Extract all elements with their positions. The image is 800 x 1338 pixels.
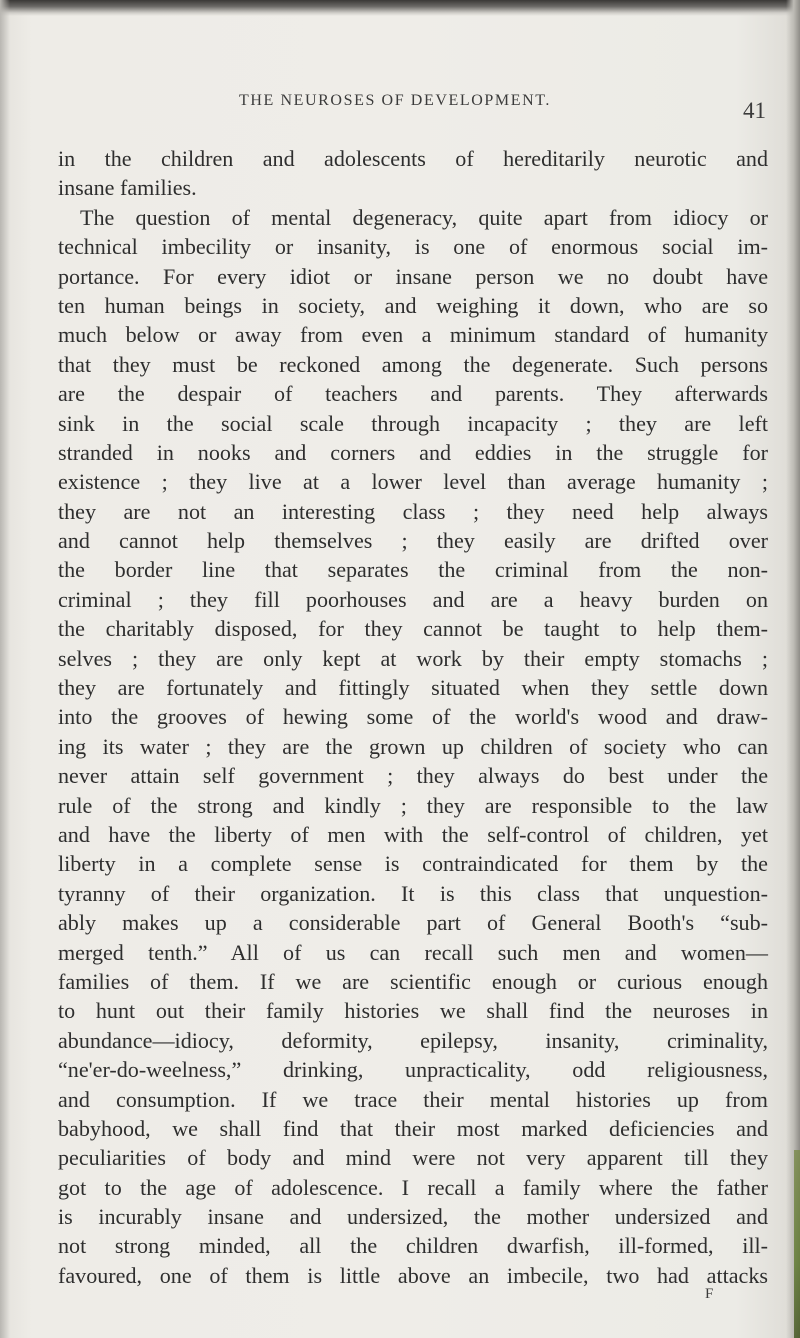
text-line: much below or away from even a minimum standard of humanity	[58, 322, 768, 348]
text-line: stranded in nooks and corners and eddies in the struggle for	[58, 439, 768, 465]
text-line: the border line that separates the criminal from the non-	[58, 557, 768, 583]
running-title: THE NEUROSES OF DEVELOPMENT.	[238, 92, 552, 109]
text-line: to hunt out their family histories we shall find the neuroses in	[58, 998, 768, 1024]
text-line: and consumption. If we trace their mental histories up from	[58, 1086, 768, 1112]
text-line: abundance—idiocy, deformity, epilepsy, insanity, criminality,	[58, 1027, 768, 1053]
text-line: portance. For every idiot or insane person we no doubt have	[58, 263, 768, 289]
text-line: rule of the strong and kindly ; they are responsible to the law	[58, 792, 768, 818]
text-line: and have the liberty of men with the self-control of children, yet	[58, 821, 768, 847]
text-line: ably makes up a considerable part of General Booth's “sub-	[58, 910, 768, 936]
text-line: ing its water ; they are the grown up children of society who can	[58, 733, 768, 759]
text-line: the charitably disposed, for they cannot be taught to help them-	[58, 616, 768, 642]
text-line: insane families.	[58, 175, 197, 201]
signature-mark: F	[705, 1286, 714, 1302]
text-line: never attain self government ; they always do best under the	[58, 763, 768, 789]
text-line: they are fortunately and fittingly situated when they settle down	[58, 675, 768, 701]
page-right-edge	[786, 0, 800, 1338]
page-left-shadow	[0, 0, 10, 1338]
text-line: existence ; they live at a lower level than average humanity ;	[58, 469, 768, 495]
text-line: tyranny of their organization. It is this class that unquestion-	[58, 880, 768, 906]
page-number: 41	[743, 98, 766, 123]
text-line: criminal ; they fill poorhouses and are a heavy burden on	[58, 586, 768, 612]
text-line: not strong minded, all the children dwarfish, ill-formed, ill-	[58, 1233, 768, 1259]
text-line: got to the age of adolescence. I recall a family where the father	[58, 1174, 768, 1200]
text-line: technical imbecility or insanity, is one of enormous social im-	[58, 234, 768, 260]
text-line: babyhood, we shall find that their most marked deficiencies and	[58, 1115, 768, 1141]
text-line: liberty in a complete sense is contraindicated for them by the	[58, 851, 768, 877]
text-line: families of them. If we are scientific enough or curious enough	[58, 968, 768, 994]
text-line: ten human beings in society, and weighing it down, who are so	[58, 292, 768, 318]
text-line: into the grooves of hewing some of the world's wood and draw-	[58, 704, 768, 730]
page-edge-stain	[794, 1150, 800, 1338]
text-line: in the children and adolescents of hereditarily neurotic and	[58, 146, 768, 171]
page-top-shadow	[0, 0, 800, 16]
text-line: peculiarities of body and mind were not very apparent till they	[58, 1145, 768, 1171]
text-line: and cannot help themselves ; they easily are drifted over	[58, 528, 768, 554]
text-line: that they must be reckoned among the degenerate. Such persons	[58, 351, 768, 377]
text-line: The question of mental degeneracy, quite apart from idiocy or	[80, 204, 768, 230]
text-line: they are not an interesting class ; they need help always	[58, 498, 768, 524]
text-line: merged tenth.” All of us can recall such men and women—	[58, 939, 768, 965]
text-line: “ne'er-do-weelness,” drinking, unpracticality, odd religiousness,	[58, 1057, 768, 1083]
text-line: sink in the social scale through incapacity ; they are left	[58, 410, 768, 436]
text-line: selves ; they are only kept at work by their empty stomachs ;	[58, 645, 768, 671]
text-line: are the despair of teachers and parents. They afterwards	[58, 381, 768, 407]
text-line: favoured, one of them is little above an imbecile, two had attacks	[58, 1262, 768, 1288]
body-text	[58, 144, 768, 1290]
text-line: is incurably insane and undersized, the mother undersized and	[58, 1204, 768, 1230]
